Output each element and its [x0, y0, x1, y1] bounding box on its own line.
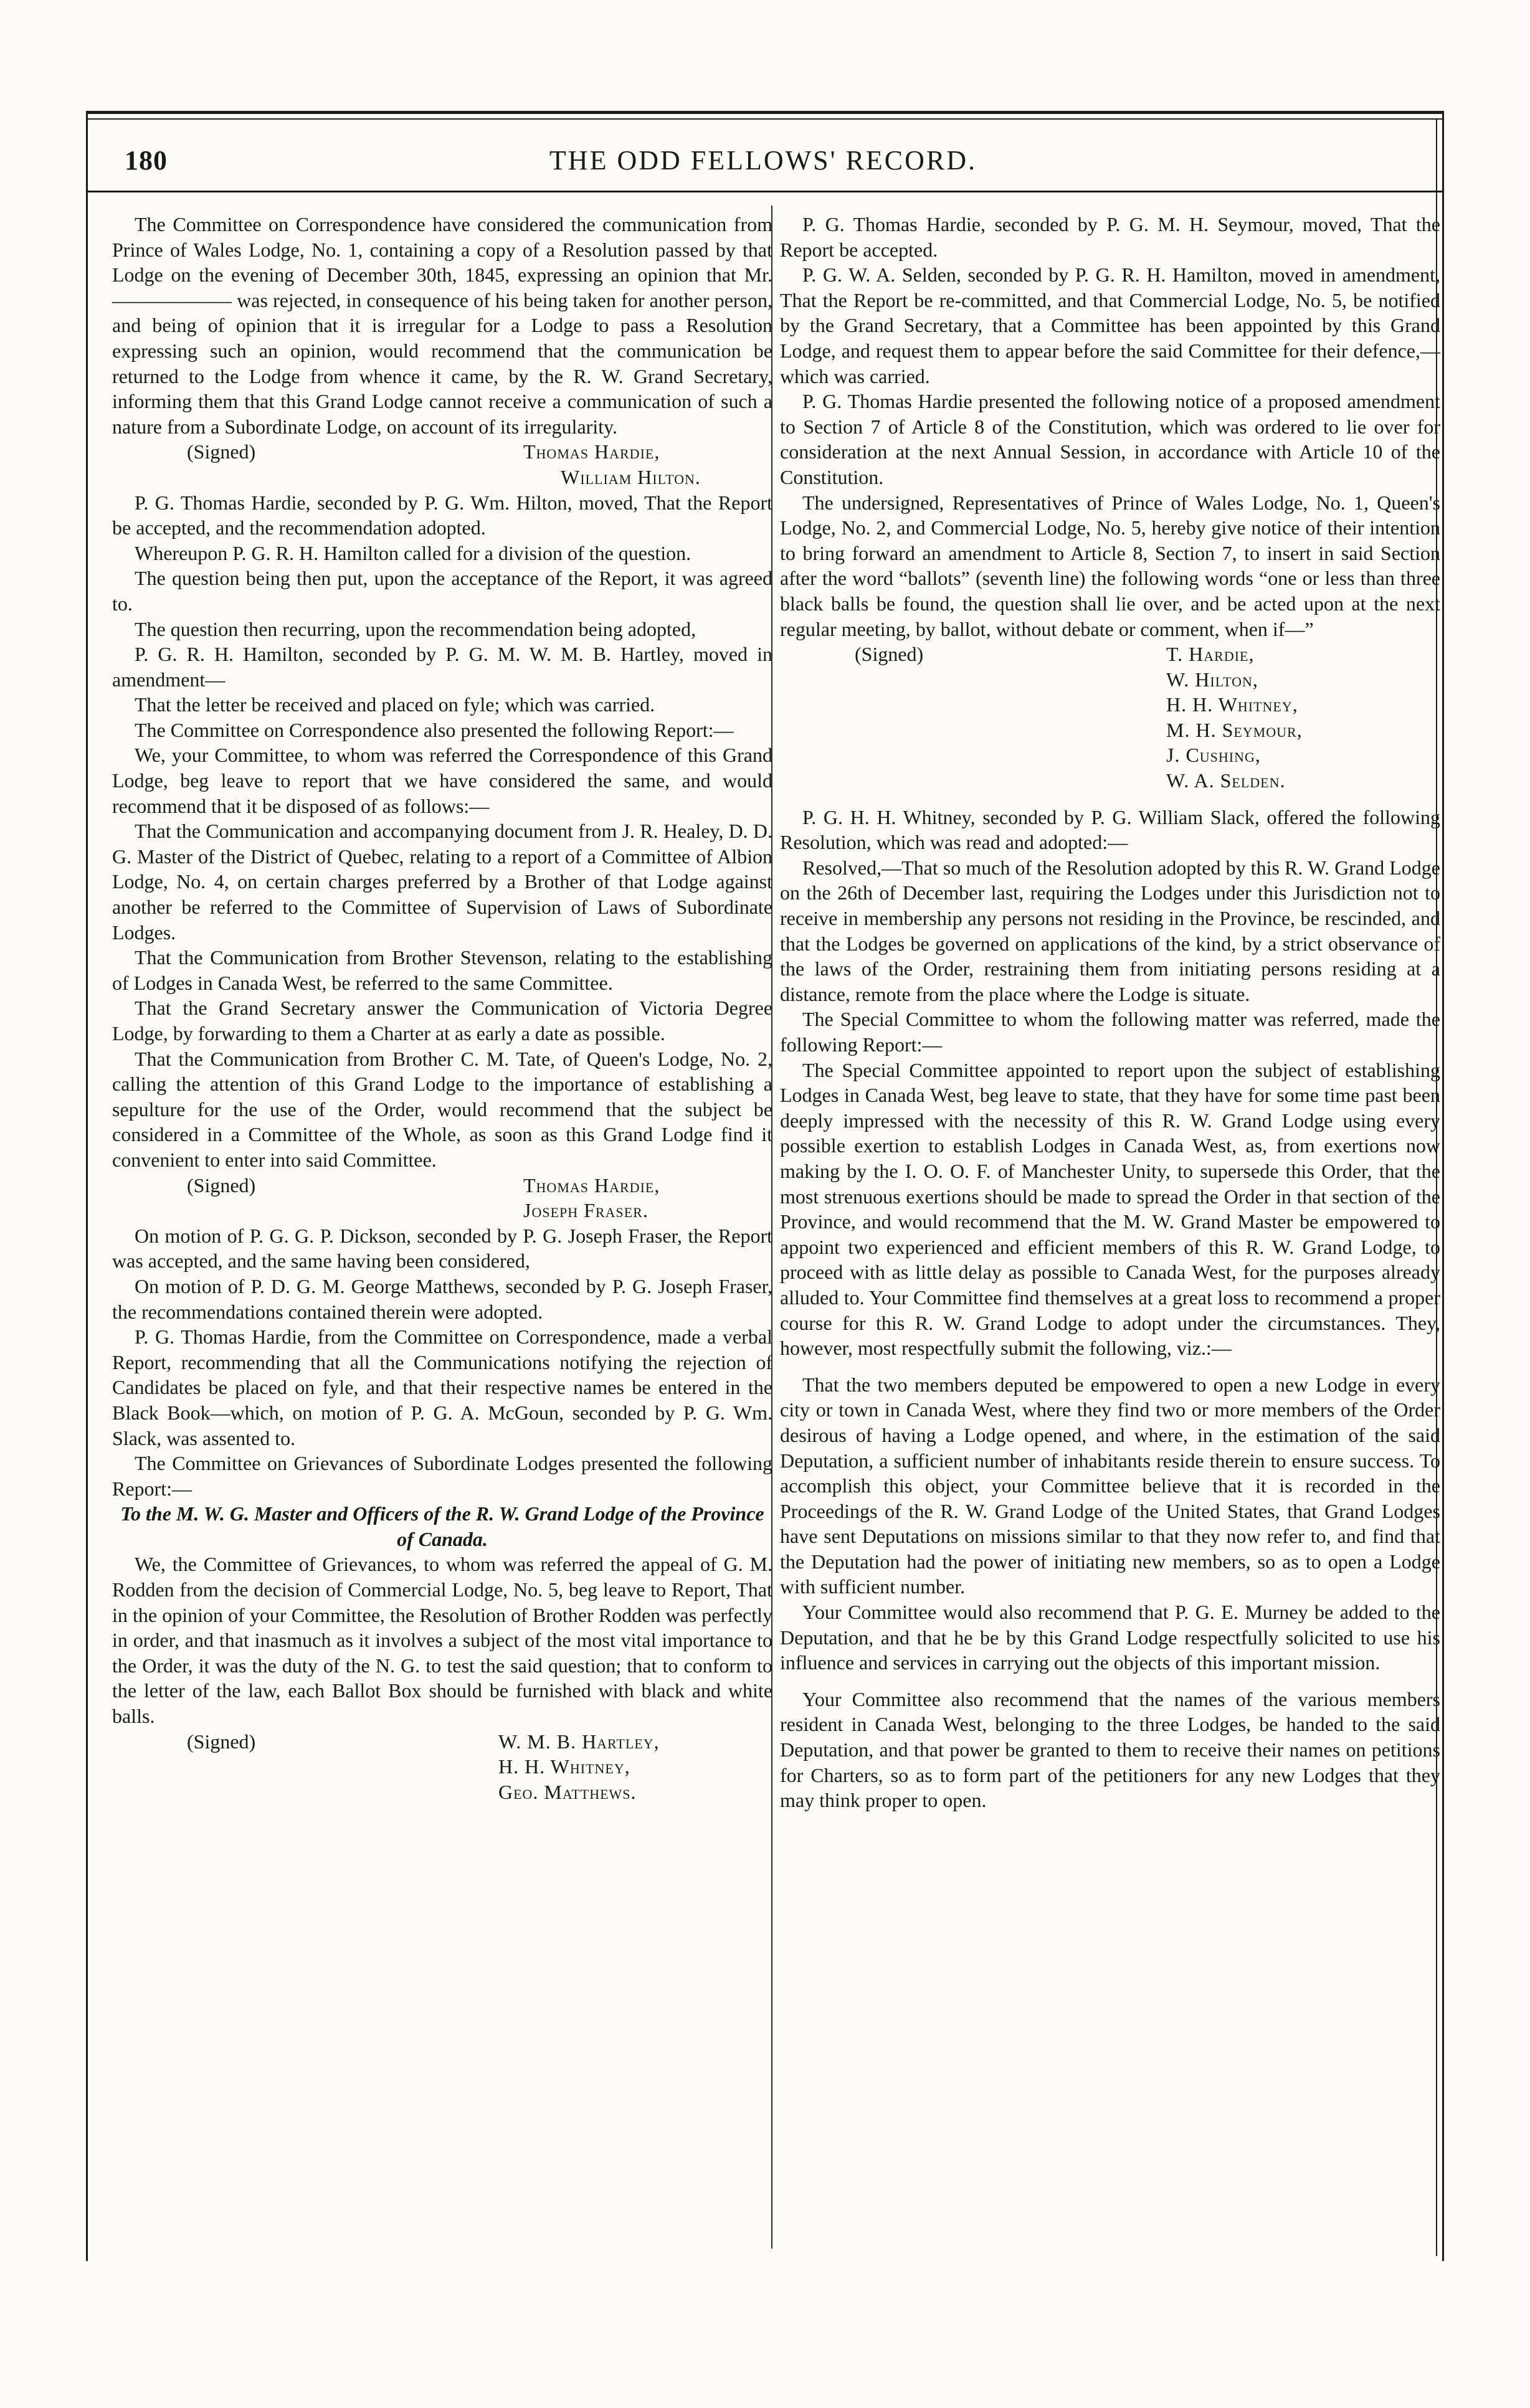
signed-label: (Signed) — [187, 1173, 256, 1197]
page-number: 180 — [125, 145, 168, 176]
top-border-rule-thin — [86, 118, 1444, 120]
signatory-name: Joseph Fraser. — [523, 1199, 649, 1222]
paragraph: P. G. H. H. Whitney, seconded by P. G. William Slack, offered the following Resolution, which was read and adopted:— — [780, 805, 1440, 854]
signatory-name: J. Cushing, — [1166, 744, 1261, 767]
paragraph: The question then recurring, upon the recommendation being adopted, — [135, 617, 696, 640]
paragraph: Your Committee also recommend that the names of the various members resident in Canada West, belonging to the three Lodges, be handed to the said Deputation, and that power be granted to them to receive their names on petitions for Charters, so as to form part of the petitioners for any new Lodges that they may think proper to open. — [780, 1687, 1440, 1812]
left-frame-rule — [86, 111, 88, 2261]
signature-line — [112, 439, 772, 465]
paragraph: Resolved,—That so much of the Resolution adopted by this R. W. Grand Lodge on the 26th of December last, requiring the Lodges under this Jurisdiction not to receive in membership any persons not residing in the Province, be rescinded, and that the Lodges be governed on applications of the kind, by a strict observance of the laws of the Order, restraining them from initiating persons residing at a distance, remote from the place where the Lodge is situate. — [780, 856, 1440, 1005]
paragraph: That the letter be received and placed on fyle; which was carried. — [135, 693, 655, 716]
signature-line — [112, 1198, 772, 1223]
signed-label: (Signed) — [187, 440, 256, 463]
signature-line — [780, 667, 1440, 693]
paragraph: P. G. Thomas Hardie, seconded by P. G. Wm. Hilton, moved, That the Report be accepted, and the recommendation adopted. — [112, 491, 772, 539]
signatory-name: Thomas Hardie, — [523, 1173, 660, 1197]
paragraph: That the Grand Secretary answer the Communication of Victoria Degree Lodge, by forwarding to them a Charter at as early a date as possible. — [112, 997, 772, 1045]
right-frame-rule — [1442, 111, 1444, 2261]
signatory-name: W. A. Selden. — [1166, 769, 1286, 792]
left-column — [112, 212, 772, 1804]
paragraph: That the Communication from Brother Stevenson, relating to the establishing of Lodges in Canada West, be referred to the same Committee. — [112, 946, 772, 994]
signature-line — [112, 465, 772, 490]
signature-line — [112, 1754, 772, 1780]
paragraph: On motion of P. G. G. P. Dickson, seconded by P. G. Joseph Fraser, the Report was accepted, and the same having been considered, — [112, 1224, 772, 1273]
paragraph: That the Communication and accompanying document from J. R. Healey, D. D. G. Master of the District of Quebec, relating to a report of a Committee of Albion Lodge, No. 4, on certain charges preferred by a Brother of that Lodge against another be referred to the Committee of Supervision of Laws of Subordinate Lodges. — [112, 820, 772, 944]
paragraph: P. G. Thomas Hardie presented the following notice of a proposed amendment to Section 7 of Article 8 of the Constitution, which was ordered to lie over for consideration at the next Annual Session, in accordance with Article 10 of the Constitution. — [780, 390, 1440, 488]
page-header — [100, 145, 1427, 182]
paragraph: We, the Committee of Grievances, to whom was referred the appeal of G. M. Rodden from the decision of Commercial Lodge, No. 5, beg leave to Report, That in the opinion of your Committee, the Resolution of Brother Rodden was perfectly in order, and that inasmuch as it involves a subject of the most vital importance to the Order, it was the duty of the N. G. to test the said question; that to conform to the letter of the law, each Ballot Box should be furnished with black and white balls. — [112, 1553, 772, 1728]
paragraph: The Committee on Correspondence have considered the communication from Prince of Wales Lodge, No. 1, containing a copy of a Resolution passed by that Lodge on the evening of December 30th, 1845, expressing an opinion that Mr. —————— was rejected, in consequence of his being taken for another person, and being of opinion that it is irregular for a Lodge to pass a Resolution expressing such an opinion, would recommend that the communication be returned to the Lodge from whence it came, by the R. W. Grand Secretary, informing them that this Grand Lodge cannot receive a communication of such a nature from a Subordinate Lodge, on account of its irregularity. — [112, 213, 772, 438]
paragraph: The Committee on Grievances of Subordinate Lodges presented the following Report:— — [112, 1452, 772, 1500]
signed-label: (Signed) — [855, 643, 924, 666]
signatory-name: W. M. B. Hartley, — [498, 1730, 660, 1753]
running-title: THE ODD FELLOWS' RECORD. — [549, 145, 977, 176]
signatory-name: William Hilton. — [561, 465, 701, 488]
signatory-name: H. H. Whitney, — [1166, 693, 1298, 716]
signature-line — [112, 1173, 772, 1198]
paragraph: The Special Committee appointed to report upon the subject of establishing Lodges in Canada West, beg leave to state, that they have for some time past been deeply impressed with the necessity of this R. W. Grand Lodge using every possible exertion to establish Lodges in Canada West, as, from exertions now making by the I. O. O. F. of Manchester Unity, to supersede this Order, that the most strenuous exertions should be made to spread the Order in that section of the Province, and would recommend that the M. W. Grand Master be empowered to appoint two experienced and efficient members of this R. W. Grand Lodge, to proceed with as little delay as possible to Canada West, for the purposes already alluded to. Your Committee find themselves at a great loss to recommend a proper course for this R. W. Grand Lodge to adopt under the circumstances. They, however, most respectfully submit the following, viz.:— — [780, 1058, 1440, 1360]
paragraph: The question being then put, upon the acceptance of the Report, it was agreed to. — [112, 567, 772, 615]
spacer — [780, 1676, 1440, 1687]
paragraph: The undersigned, Representatives of Prince of Wales Lodge, No. 1, Queen's Lodge, No. 2, and Commercial Lodge, No. 5, hereby give notice of their intention to bring forward an amendment to Article 8, Section 7, to insert in said Section after the word “ballots” (seventh line) the following words “one or less than three black balls be found, the question shall lie over, and be acted upon at the next regular meeting, by ballot, without debate or comment, when if—” — [780, 491, 1440, 640]
paragraph: P. G. Thomas Hardie, from the Committee on Correspondence, made a verbal Report, recommending that all the Communications notifying the rejection of Candidates be placed on fyle, and that their respective names be entered in the Black Book—which, on motion of P. G. A. McGoun, seconded by P. G. Wm. Slack, was assented to. — [112, 1325, 772, 1449]
signatory-name: T. Hardie, — [1166, 643, 1255, 666]
paragraph: P. G. R. H. Hamilton, seconded by P. G. M. W. M. B. Hartley, moved in amendment— — [112, 643, 772, 691]
signature-line — [112, 1780, 772, 1805]
paragraph: The Committee on Correspondence also presented the following Report:— — [135, 718, 734, 741]
signatory-name: M. H. Seymour, — [1166, 718, 1303, 741]
signature-line — [780, 718, 1440, 743]
signature-line — [780, 692, 1440, 718]
paragraph: On motion of P. D. G. M. George Matthews, seconded by P. G. Joseph Fraser, the recommendations contained therein were adopted. — [112, 1274, 772, 1323]
paragraph: That the Communication from Brother C. M. Tate, of Queen's Lodge, No. 2, calling the attention of this Grand Lodge to the importance of establishing a sepulture for the use of the Order, would recommend that the subject be considered in a Committee of the Whole, as soon as this Grand Lodge find it convenient to enter into said Committee. — [112, 1047, 772, 1171]
signatory-name: W. Hilton, — [1166, 668, 1258, 691]
signatory-name: Geo. Matthews. — [498, 1780, 637, 1803]
signature-line — [112, 1729, 772, 1755]
top-border-rule — [86, 111, 1444, 114]
header-rule — [86, 191, 1444, 192]
signature-line — [780, 642, 1440, 667]
right-column — [780, 212, 1440, 1813]
signature-line — [780, 768, 1440, 794]
spacer — [780, 1361, 1440, 1372]
report-address-heading: To the M. W. G. Master and Officers of the R. W. Grand Lodge of the Province of Canada. — [120, 1502, 764, 1550]
signatory-name: H. H. Whitney, — [498, 1755, 630, 1778]
paragraph: We, your Committee, to whom was referred the Correspondence of this Grand Lodge, beg leave to report that we have considered the same, and would recommend that it be disposed of as follows:— — [112, 744, 772, 817]
paragraph: That the two members deputed be empowered to open a new Lodge in every city or town in Canada West, where they find two or more members of the Order desirous of having a Lodge opened, and where, in the estimation of the said Deputation, a sufficient number of inhabitants reside therein to ensure success. To accomplish this object, your Committee believe that it is recorded in the Proceedings of the R. W. Grand Lodge of the United States, that Grand Lodges have sent Deputations on missions similar to that they now refer to, and find that the Deputation had the power of initiating new members, so as to open a Lodge with sufficient number. — [780, 1373, 1440, 1598]
paragraph: P. G. W. A. Selden, seconded by P. G. R. H. Hamilton, moved in amendment, That the Report be re-committed, and that Commercial Lodge, No. 5, be notified by the Grand Secretary, that a Committee has been appointed by this Grand Lodge, and request them to appear before the said Committee for their defence,—which was carried. — [780, 263, 1440, 387]
paragraph: Whereupon P. G. R. H. Hamilton called for a division of the question. — [135, 541, 691, 564]
paragraph: The Special Committee to whom the following matter was referred, made the following Report:— — [780, 1008, 1440, 1056]
spacer — [780, 794, 1440, 805]
signatory-name: Thomas Hardie, — [523, 440, 660, 463]
signature-line — [780, 742, 1440, 768]
signed-label: (Signed) — [187, 1730, 256, 1753]
paragraph: P. G. Thomas Hardie, seconded by P. G. M. H. Seymour, moved, That the Report be accepted. — [780, 213, 1440, 261]
paragraph: Your Committee would also recommend that P. G. E. Murney be added to the Deputation, and that he be by this Grand Lodge respectfully solicited to use his influence and services in carrying out the objects of this important mission. — [780, 1601, 1440, 1674]
